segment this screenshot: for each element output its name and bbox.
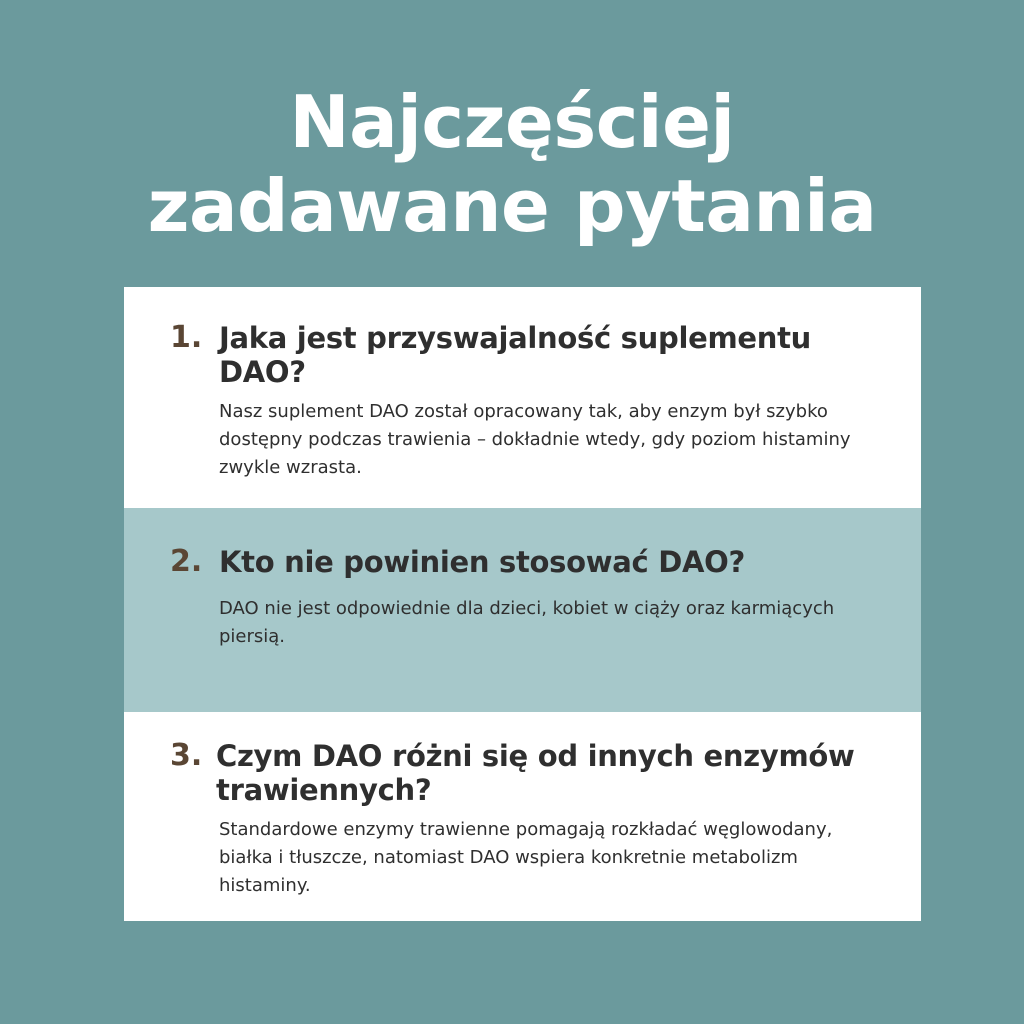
faq-list bbox=[124, 287, 921, 921]
faq-item-3-number: 3. bbox=[170, 738, 203, 773]
page-title-line-2: zadawane pytania bbox=[147, 164, 877, 248]
faq-item-1-question: Jaka jest przyswajalność suplementu DAO? bbox=[219, 321, 811, 389]
faq-item-3 bbox=[124, 712, 921, 921]
faq-item-1-number: 1. bbox=[170, 320, 203, 355]
faq-item-2 bbox=[124, 508, 921, 712]
faq-item-3-answer: Standardowe enzymy trawienne pomagają rozkładać węglowodany, białka i tłuszcze, natomiast DAO wspiera konkretnie metabolizm histaminy. bbox=[219, 819, 833, 896]
faq-item-1 bbox=[124, 287, 921, 508]
faq-item-2-answer: DAO nie jest odpowiednie dla dzieci, kobiet w ciąży oraz karmiących piersią. bbox=[219, 598, 835, 647]
page-title-line-1: Najczęściej bbox=[289, 80, 735, 164]
faq-item-2-question: Kto nie powinien stosować DAO? bbox=[219, 545, 745, 579]
page-title bbox=[0, 80, 1024, 248]
faq-item-1-answer: Nasz suplement DAO został opracowany tak, aby enzym był szybko dostępny podczas trawienia – dokładnie wtedy, gdy poziom histaminy zwykle wzrasta. bbox=[219, 401, 851, 478]
faq-item-2-number: 2. bbox=[170, 544, 203, 579]
faq-item-3-question: Czym DAO różni się od innych enzymów trawiennych? bbox=[216, 739, 855, 807]
